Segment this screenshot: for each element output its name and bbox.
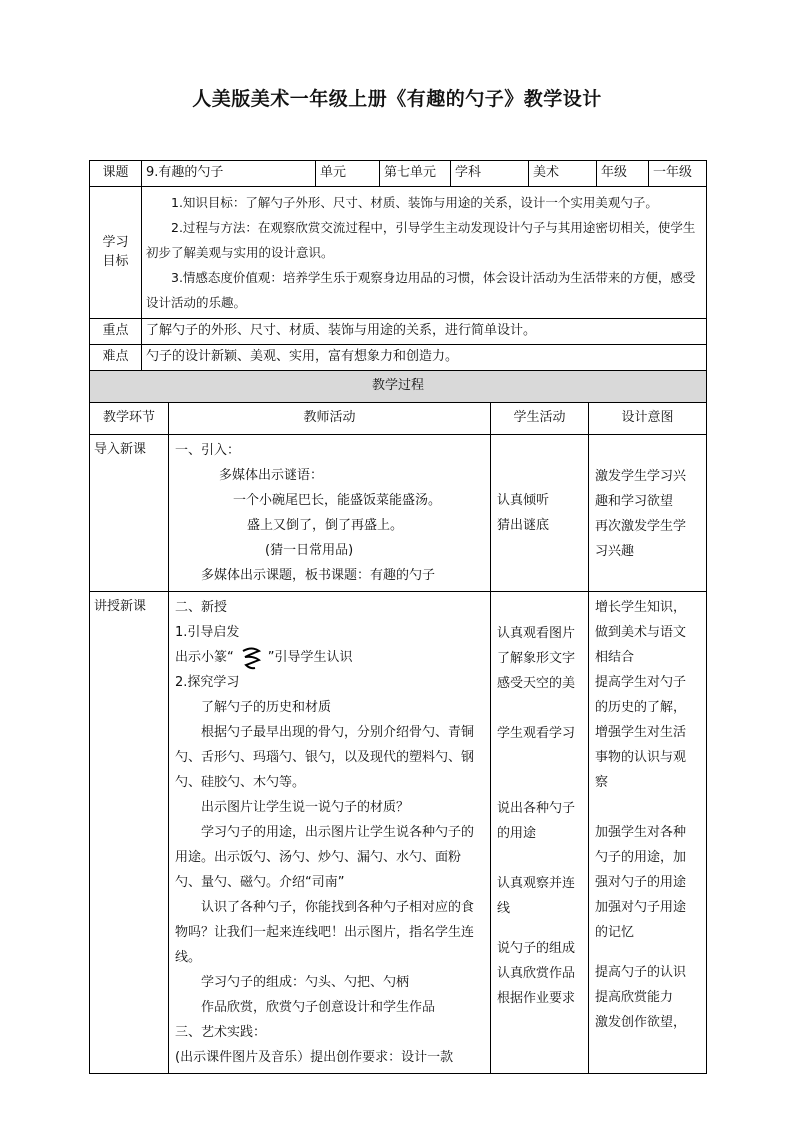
intro-intent-line4: 习兴趣 [595, 544, 635, 559]
new-student-line7: 认真观察并连 [497, 876, 576, 891]
page-title: 人美版美术一年级上册《有趣的勺子》教学设计 [192, 88, 602, 110]
new-intent-line5: 的历史的了解， [595, 700, 687, 715]
new-history: 了解勺子的历史和材质 [201, 700, 332, 715]
difficulty-label: 难点 [90, 345, 142, 371]
col-student-header: 学生活动 [491, 403, 589, 435]
new-practice-heading: 三、艺术实践： [175, 1025, 267, 1040]
new-intent [589, 592, 707, 1074]
new-intent-line16: 激发创作欲望， [595, 1015, 687, 1030]
intro-intent [589, 435, 707, 592]
new-intent-line6: 增强学生对生活 [595, 725, 687, 740]
objective-knowledge: 1.知识目标：了解勺子外形、尺寸、材质、装饰与用途的关系，设计一个实用美观勺子。 [171, 195, 658, 210]
new-intent-line14: 提高勺子的认识 [595, 965, 687, 980]
new-intent-line3: 相结合 [595, 650, 635, 665]
new-intent-line15: 提高欣赏能力 [595, 990, 674, 1005]
new-student-line11: 根据作业要求 [497, 991, 576, 1006]
key-point-label: 重点 [90, 319, 142, 345]
new-intent-line11: 强对勺子的用途 [595, 875, 687, 890]
intro-stage: 导入新课 [90, 435, 169, 592]
new-uses: 学习勺子的用途，出示图片让学生说各种勺子的用途。出示饭勺、汤勺、炒勺、漏勺、水勺、面粉勺、量勺、磁勺。介绍“司南” [175, 825, 475, 890]
intro-heading: 一、引入： [175, 443, 241, 458]
new-practice-requirement: (出示课件图片及音乐）提出创作要求：设计一款 [175, 1050, 454, 1065]
new-student [491, 592, 589, 1074]
intro-riddle-line1: 一个小碗尾巴长，能盛饭菜能盛汤。 [233, 493, 442, 508]
new-student-line9: 说勺子的组成 [497, 941, 576, 956]
new-heading: 二、新授 [175, 600, 228, 615]
new-composition: 学习勺子的组成：勺头、勺把、勺柄 [201, 975, 410, 990]
intro-student [491, 435, 589, 592]
intro-student-line1: 认真倾听 [497, 493, 550, 508]
subject-value: 美术 [529, 161, 597, 187]
new-intent-line7: 事物的认识与观 [595, 750, 687, 765]
new-matching: 认识了各种勺子，你能找到各种勺子相对应的食物吗？让我们一起来连线吧！出示图片，指名学生连线。 [175, 900, 475, 965]
objectives-label [90, 187, 142, 319]
new-intent-line13: 的记忆 [595, 925, 635, 940]
intro-riddle-hint: (猜一日常用品) [265, 543, 354, 558]
objective-process: 2.过程与方法：在观察欣赏交流过程中，引导学生主动发现设计勺子与其用途密切相关，使学生初步了解美观与实用的设计意识。 [146, 220, 696, 260]
new-student-line3: 感受天空的美 [497, 676, 576, 691]
new-seal-line [175, 645, 484, 670]
intro-student-line2: 猜出谜底 [497, 518, 550, 533]
new-student-line8: 线 [497, 901, 511, 916]
new-explore: 2.探究学习 [175, 675, 240, 690]
objectives-label-line1: 学习 [102, 234, 129, 250]
new-seal-text-a: 出示小篆“ [175, 650, 234, 665]
subject-label: 学科 [451, 161, 529, 187]
new-appreciation: 作品欣赏，欣赏勺子创意设计和学生作品 [201, 1000, 436, 1015]
unit-label: 单元 [316, 161, 380, 187]
new-intent-line9: 加强学生对各种 [595, 825, 687, 840]
objectives-content [142, 187, 707, 319]
new-intent-line4: 提高学生对勺子 [595, 675, 687, 690]
new-guide: 1.引导启发 [175, 625, 240, 640]
topic-value: 9.有趣的勺子 [142, 161, 316, 187]
course-info-table [89, 160, 707, 371]
objective-emotion: 3.情感态度价值观：培养学生乐于观察身边用品的习惯，体会设计活动为生活带来的方便，感受设计活动的乐趣。 [146, 270, 696, 310]
teaching-process-table [89, 370, 707, 1074]
new-student-line5: 说出各种勺子 [497, 801, 576, 816]
intro-riddle-intro: 多媒体出示谜语： [219, 468, 324, 483]
intro-teacher [169, 435, 491, 592]
new-intent-line10: 勺子的用途，加 [595, 850, 687, 865]
new-materials-question: 出示图片让学生说一说勺子的材质？ [201, 800, 410, 815]
new-teacher [169, 592, 491, 1074]
key-point-text: 了解勺子的外形、尺寸、材质、装饰与用途的关系，进行简单设计。 [142, 319, 707, 345]
difficulty-text: 勺子的设计新颖、美观、实用，富有想象力和创造力。 [142, 345, 707, 371]
new-stage: 讲授新课 [90, 592, 169, 1074]
new-intent-line8: 察 [595, 775, 609, 790]
new-materials: 根据勺子最早出现的骨勺，分别介绍骨勺、青铜勺、舌形勺、玛瑙勺、银勺，以及现代的塑料勺、钢勺、硅胶勺、木勺等。 [175, 725, 475, 790]
new-student-line10: 认真欣赏作品 [497, 966, 576, 981]
col-intent-header: 设计意图 [589, 403, 707, 435]
topic-label: 课题 [90, 161, 142, 187]
new-intent-line12: 加强对勺子用途 [595, 900, 687, 915]
intro-riddle-line2: 盛上又倒了，倒了再盛上。 [247, 518, 404, 533]
new-student-line4: 学生观看学习 [497, 726, 576, 741]
process-header: 教学过程 [90, 371, 707, 403]
new-seal-text-b: ”引导学生认识 [267, 650, 353, 665]
new-intent-line2: 做到美术与语文 [595, 625, 687, 640]
intro-board: 多媒体出示课题，板书课题：有趣的勺子 [201, 568, 436, 583]
grade-label: 年级 [597, 161, 649, 187]
new-intent-line1: 增长学生知识， [595, 600, 687, 615]
grade-value: 一年级 [649, 161, 707, 187]
new-student-line1: 认真观看图片 [497, 626, 576, 641]
unit-value: 第七单元 [380, 161, 451, 187]
seal-character-icon [238, 646, 264, 670]
new-student-line2: 了解象形文字 [497, 651, 576, 666]
new-student-line6: 的用途 [497, 826, 537, 841]
col-teacher-header: 教师活动 [169, 403, 491, 435]
col-stage-header: 教学环节 [90, 403, 169, 435]
objectives-label-line2: 目标 [102, 253, 129, 269]
intro-intent-line3: 再次激发学生学 [595, 519, 687, 534]
intro-intent-line1: 激发学生学习兴 [595, 469, 687, 484]
intro-intent-line2: 趣和学习欲望 [595, 494, 674, 509]
